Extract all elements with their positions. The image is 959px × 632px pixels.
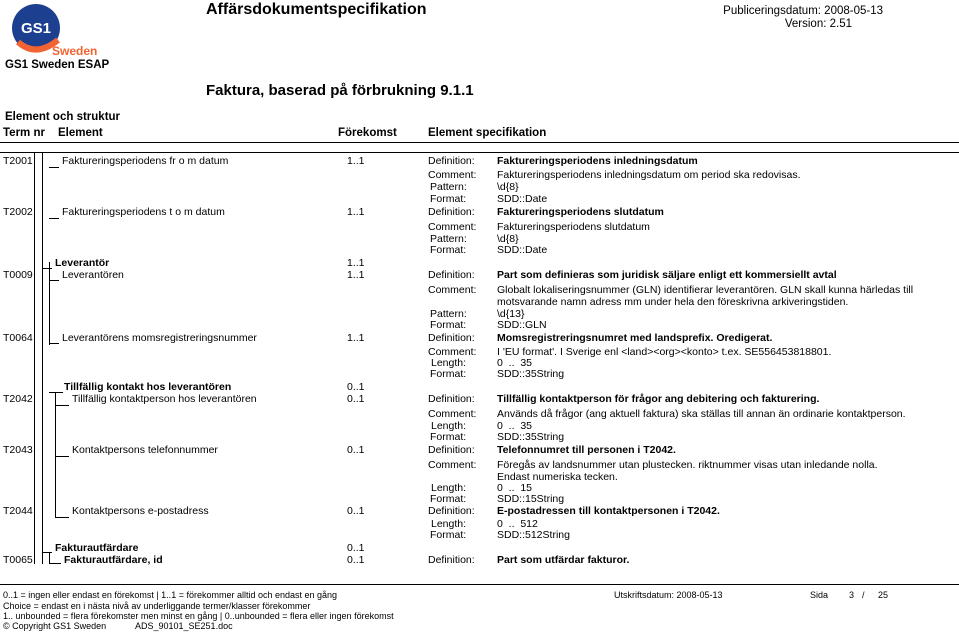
gs1-logo xyxy=(8,2,108,58)
format: SDD::35String xyxy=(497,368,565,380)
tree-branch xyxy=(42,552,52,553)
tree-branch xyxy=(49,280,59,281)
definition-label: Definition: xyxy=(428,269,475,281)
page-number: 3 xyxy=(849,590,855,600)
definition-label: Definition: xyxy=(428,444,475,456)
footer-legend-3: 1.. unbounded = flera förekomster men minst en gång | 0..unbounded = flera eller ingen förekomst xyxy=(3,611,394,621)
occurrence: 0..1 xyxy=(347,505,365,517)
tree-branch xyxy=(49,343,59,344)
element-name: Leverantör xyxy=(55,257,110,269)
occurrence: 0..1 xyxy=(347,381,365,393)
header-rule-2 xyxy=(0,152,959,153)
definition: Faktureringsperiodens inledningsdatum xyxy=(497,155,698,167)
col-term-header: Term nr xyxy=(3,127,45,139)
definition-label: Definition: xyxy=(428,393,475,405)
term-number: T0065 xyxy=(3,554,33,566)
page-separator: / xyxy=(862,590,865,600)
length: 0 .. 512 xyxy=(497,518,538,530)
format: SDD::15String xyxy=(497,493,565,505)
col-spec-header: Element specifikation xyxy=(428,127,547,139)
comment: I 'EU format'. I Sverige enl <land><org><konto> t.ex. SE556453818801. xyxy=(497,346,832,358)
element-name: Kontaktpersons e-postadress xyxy=(72,505,209,517)
footer-rule xyxy=(0,584,959,585)
element-name: Faktureringsperiodens fr o m datum xyxy=(62,155,229,167)
definition-label: Definition: xyxy=(428,332,475,344)
definition: Part som definieras som juridisk säljare enligt ett kommersiellt avtal xyxy=(497,269,837,281)
format-label: Format: xyxy=(430,319,467,331)
logo-sub: Sweden xyxy=(52,44,98,58)
definition: Tillfällig kontaktperson för frågor ang debitering och fakturering. xyxy=(497,393,820,405)
element-name: Leverantören xyxy=(62,269,124,281)
format-label: Format: xyxy=(430,431,467,443)
length-label: Length: xyxy=(431,420,467,432)
footer-legend-1: 0..1 = ingen eller endast en förekomst | 1..1 = förekommer alltid och endast en gång xyxy=(3,590,338,600)
tree-branch xyxy=(49,563,61,564)
tree-branch xyxy=(55,456,69,457)
term-number: T0064 xyxy=(3,332,33,344)
length: 0 .. 35 xyxy=(497,420,533,432)
print-date: Utskriftsdatum: 2008-05-13 xyxy=(614,590,723,600)
page-label: Sida xyxy=(810,590,829,600)
tree-branch xyxy=(55,517,69,518)
element-name: Faktureringsperiodens t o m datum xyxy=(62,206,225,218)
file-name: ADS_90101_SE251.doc xyxy=(135,621,233,631)
comment: Globalt lokaliseringsnummer (GLN) identifierar leverantören. GLN skall kunna härledas till motsvarande namn adress mm under hela den föreskrivna arkiveringstiden. xyxy=(497,284,914,308)
document-type-title: Affärsdokumentspecifikation xyxy=(206,1,427,18)
element-name: Tillfällig kontakt hos leverantören xyxy=(64,381,232,393)
definition: Telefonnumret till personen i T2042. xyxy=(497,444,676,456)
tree-line xyxy=(55,392,56,518)
format: SDD::Date xyxy=(497,244,548,256)
comment-label: Comment: xyxy=(428,408,477,420)
format: SDD::512String xyxy=(497,529,570,541)
comment-label: Comment: xyxy=(428,459,477,471)
term-number: T2043 xyxy=(3,444,33,456)
organization: GS1 Sweden ESAP xyxy=(5,59,110,71)
definition: E-postadressen till kontaktpersonen i T2042. xyxy=(497,505,720,517)
definition-label: Definition: xyxy=(428,505,475,517)
element-name: Tillfällig kontaktperson hos leverantören xyxy=(72,393,257,405)
comment: Faktureringsperiodens inledningsdatum om period ska redovisas. xyxy=(497,169,801,181)
element-name: Fakturautfärdare xyxy=(55,542,139,554)
term-number: T2001 xyxy=(3,155,33,167)
comment-label: Comment: xyxy=(428,346,477,358)
comment-label: Comment: xyxy=(428,284,477,296)
definition: Part som utfärdar fakturor. xyxy=(497,554,630,566)
term-number: T2042 xyxy=(3,393,33,405)
document-title: Faktura, baserad på förbrukning 9.1.1 xyxy=(206,82,474,99)
term-number: T2002 xyxy=(3,206,33,218)
definition-label: Definition: xyxy=(428,206,475,218)
occurrence: 0..1 xyxy=(347,444,365,456)
occurrence: 0..1 xyxy=(347,393,365,405)
logo-text: GS1 xyxy=(20,20,52,37)
occurrence: 1..1 xyxy=(347,269,365,281)
format-label: Format: xyxy=(430,193,467,205)
page-total: 25 xyxy=(878,590,889,600)
length: 0 .. 35 xyxy=(497,357,533,369)
footer-legend-2: Choice = endast en i nästa nivå av underliggande termer/klasser förekommer xyxy=(3,601,311,611)
occurrence: 0..1 xyxy=(347,554,365,566)
format: SDD::GLN xyxy=(497,319,547,331)
pattern-label: Pattern: xyxy=(430,181,467,193)
tree-line xyxy=(34,152,35,564)
element-name: Kontaktpersons telefonnummer xyxy=(72,444,218,456)
format-label: Format: xyxy=(430,244,467,256)
definition: Momsregistreringsnumret med landsprefix. Oredigerat. xyxy=(497,332,773,344)
pattern: \d{8} xyxy=(497,181,519,193)
occurrence: 1..1 xyxy=(347,257,365,269)
section-heading: Element och struktur xyxy=(5,111,121,123)
definition-label: Definition: xyxy=(428,155,475,167)
element-name: Leverantörens momsregistreringsnummer xyxy=(62,332,257,344)
length: 0 .. 15 xyxy=(497,482,533,494)
occurrence: 0..1 xyxy=(347,542,365,554)
version: Version: 2.51 xyxy=(784,18,852,30)
pattern-label: Pattern: xyxy=(430,233,467,245)
occurrence: 1..1 xyxy=(347,206,365,218)
tree-line xyxy=(49,262,50,345)
pattern: \d{13} xyxy=(497,308,525,320)
tree-branch xyxy=(42,268,52,269)
tree-branch xyxy=(49,218,59,219)
occurrence: 1..1 xyxy=(347,155,365,167)
pattern-label: Pattern: xyxy=(430,308,467,320)
length-label: Length: xyxy=(431,482,467,494)
term-number: T0009 xyxy=(3,269,33,281)
col-occurrence-header: Förekomst xyxy=(338,127,397,139)
header-rule xyxy=(0,142,959,143)
format-label: Format: xyxy=(430,529,467,541)
copyright: © Copyright GS1 Sweden xyxy=(3,621,107,631)
occurrence: 1..1 xyxy=(347,332,365,344)
definition: Faktureringsperiodens slutdatum xyxy=(497,206,664,218)
comment-label: Comment: xyxy=(428,169,477,181)
term-number: T2044 xyxy=(3,505,33,517)
length-label: Length: xyxy=(431,518,467,530)
length-label: Length: xyxy=(431,357,467,369)
tree-branch xyxy=(55,405,69,406)
format: SDD::Date xyxy=(497,193,548,205)
definition-label: Definition: xyxy=(428,554,475,566)
col-element-header: Element xyxy=(58,127,103,139)
tree-branch xyxy=(49,167,59,168)
format-label: Format: xyxy=(430,493,467,505)
comment: Används då frågor (ang aktuell faktura) ska ställas till annan än ordinarie kontaktperson. xyxy=(497,408,906,420)
format-label: Format: xyxy=(430,368,467,380)
comment: Faktureringsperiodens slutdatum xyxy=(497,221,650,233)
tree-branch xyxy=(49,392,63,393)
comment: Föregås av landsnummer utan plustecken. riktnummer visas utan inledande nolla. Endast numeriska tecken. xyxy=(497,459,878,483)
format: SDD::35String xyxy=(497,431,565,443)
pattern: \d{8} xyxy=(497,233,519,245)
comment-label: Comment: xyxy=(428,221,477,233)
publication-date: Publiceringsdatum: 2008-05-13 xyxy=(723,5,883,17)
element-name: Fakturautfärdare, id xyxy=(64,554,163,566)
tree-line xyxy=(42,152,43,564)
